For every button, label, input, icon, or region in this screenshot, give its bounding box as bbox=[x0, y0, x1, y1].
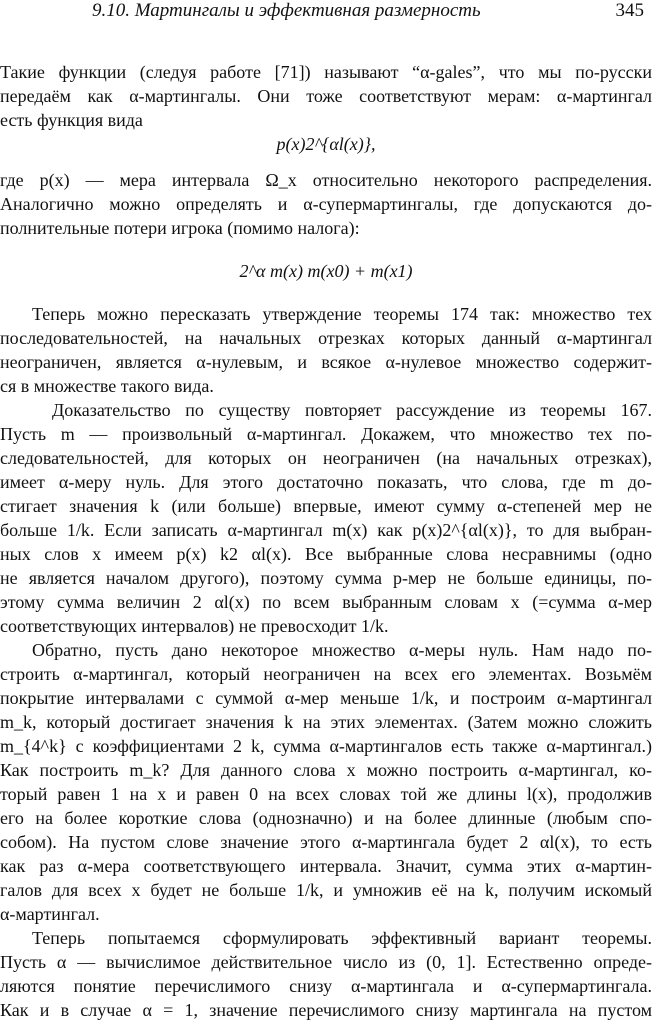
text-line: где p(x) — мера интервала Ω_x относительно некоторого распределения. bbox=[0, 170, 652, 190]
text-line: Доказательство по существу повторяет рассуждение из теоремы 167. bbox=[52, 400, 652, 420]
text-line: есть функция вида bbox=[0, 110, 143, 130]
text-line: этому сумма величин 2 αl(x) по всем выбранным словам x (=сумма α-мер bbox=[0, 592, 652, 612]
page-number: 345 bbox=[615, 0, 644, 21]
text-line: Как и в случае α = 1, значение перечислимого снизу мартингала на пустом bbox=[0, 1000, 652, 1020]
text-line: Такие функции (следуя работе [71]) называют “α-gales”, что мы по-русски bbox=[0, 62, 652, 82]
text-line: больше 1/k. Если записать α-мартингал m(x) как p(x)2^{αl(x)}, то для выбран- bbox=[0, 520, 652, 540]
text-line: покрытие интервалами с суммой α-мер меньше 1/k, и построим α-мартингал bbox=[0, 688, 652, 708]
text-line: последовательностей, на начальных отрезках которых данный α-мартингал bbox=[0, 328, 652, 348]
text-line: Пусть α — вычислимое действительное число из (0, 1]. Естественно опреде- bbox=[0, 952, 652, 972]
text-line: Теперь можно пересказать утверждение теоремы 174 так: множество тех bbox=[32, 304, 652, 324]
text-line: его на более короткие слова (однозначно) и на более длинные (любым спо- bbox=[0, 808, 652, 828]
text-line: имеет α-меру нуль. Для этого достаточно показать, что слова, где m до- bbox=[0, 472, 652, 492]
text-line: передаём как α-мартингалы. Они тоже соответствуют мерам: α-мартингал bbox=[0, 86, 652, 106]
text-line: полнительные потери игрока (помимо налога): bbox=[0, 218, 360, 238]
text-line: ся в множестве такого вида. bbox=[0, 376, 214, 396]
text-line: галов для всех x будет не больше 1/k, и умножив её на k, получим искомый bbox=[0, 880, 652, 900]
text-line: соответствующих интервалов) не превосходит 1/k. bbox=[0, 616, 389, 636]
running-header bbox=[0, 0, 652, 24]
text-line: Обратно, пусть дано некоторое множество α-меры нуль. Нам надо по- bbox=[32, 640, 652, 660]
formula: p(x)2^{αl(x)}, bbox=[276, 134, 376, 154]
text-line: торый равен 1 на x и равен 0 на всех словах той же длины l(x), продолжив bbox=[0, 784, 652, 804]
text-line: Теперь попытаемся сформулировать эффективный вариант теоремы. bbox=[32, 928, 652, 948]
text-line: α-мартингал. bbox=[0, 904, 100, 924]
text-line: как раз α-мера соответствующего интервала. Значит, сумма этих α-мартин- bbox=[0, 856, 652, 876]
text-line: Пусть m — произвольный α-мартингал. Докажем, что множество тех по- bbox=[0, 424, 652, 444]
text-line: собом). На пустом слове значение этого α-мартингала будет 2 αl(x), то есть bbox=[0, 832, 652, 852]
section-title: 9.10. Мартингалы и эффективная размерность bbox=[92, 0, 481, 21]
text-line: m_{4^k} с коэффициентами 2 k, сумма α-мартингалов есть также α-мартингал.) bbox=[0, 736, 652, 756]
text-line: ных слов x имеем p(x) k2 αl(x). Все выбранные слова несравнимы (одно bbox=[0, 544, 652, 564]
formula: 2^α m(x) m(x0) + m(x1) bbox=[239, 261, 413, 281]
text-line: ляются понятие перечислимого снизу α-мартингала и α-супермартингала. bbox=[0, 976, 652, 996]
text-line: строить α-мартингал, который неограничен на всех его элементах. Возьмём bbox=[0, 664, 652, 684]
text-line: неограничен, является α-нулевым, и всякое α-нулевое множество содержит- bbox=[0, 352, 652, 372]
text-line: Как построить m_k? Для данного слова x можно построить α-мартингал, ко- bbox=[0, 760, 652, 780]
text-line: стигает значения k (или больше) впервые, имеют сумму α-степеней мер не bbox=[0, 496, 652, 516]
text-line: не является началом другого), поэтому сумма p-мер не больше единицы, по- bbox=[0, 568, 652, 588]
text-line: m_k, который достигает значения k на этих элементах. (Затем можно сложить bbox=[0, 712, 652, 732]
text-line: Аналогично можно определять и α-супермартингалы, где допускаются до- bbox=[0, 194, 652, 214]
text-line: следовательностей, для которых он неограничен (на начальных отрезках), bbox=[0, 448, 652, 468]
